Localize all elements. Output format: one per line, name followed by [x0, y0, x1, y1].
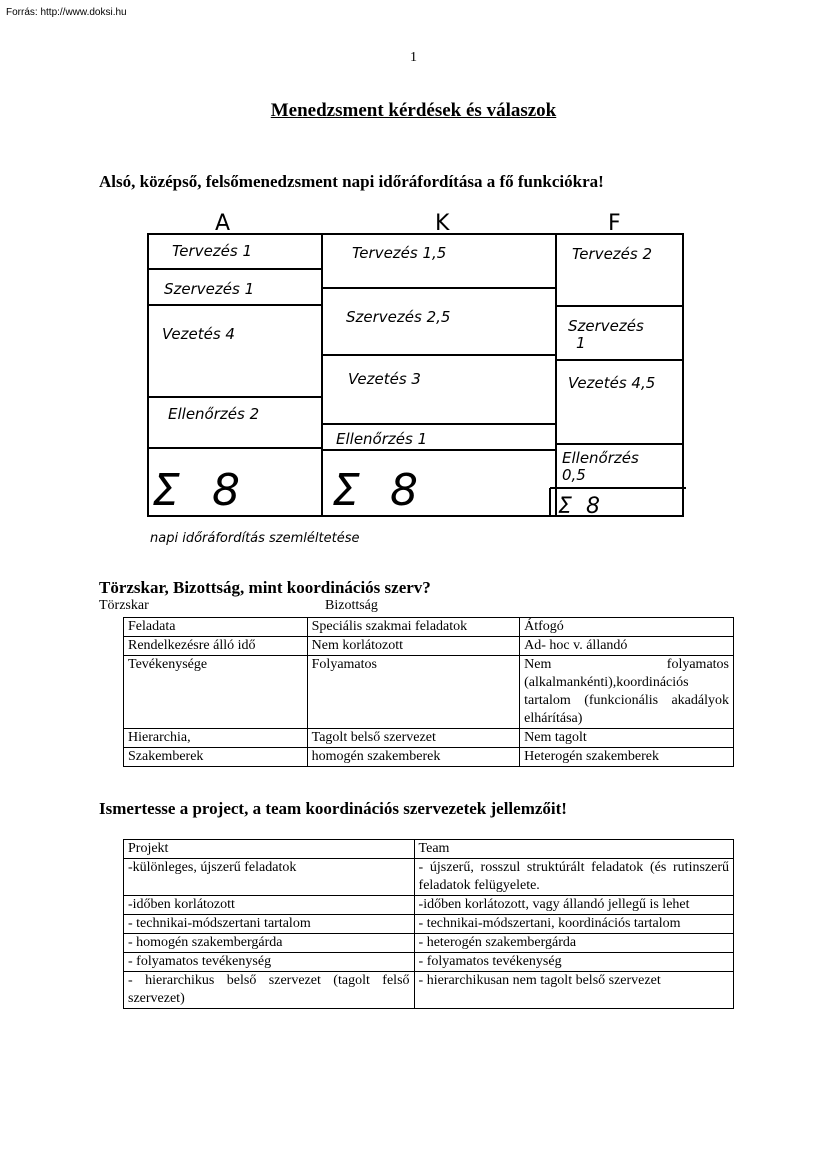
table-cell: - folyamatos tevékenység [124, 953, 415, 972]
table-row [124, 656, 734, 729]
cell-k-4: Ellenőrzés 1 [336, 430, 428, 448]
table-cell: Ad- hoc v. állandó [520, 637, 734, 656]
table-cell: homogén szakemberek [307, 748, 520, 767]
cell-f-4b: 0,5 [562, 466, 586, 484]
sum-k: 8 [390, 465, 418, 516]
page-number: 1 [410, 50, 417, 65]
table-cell: -különleges, újszerű feladatok [124, 859, 415, 896]
table-cell: -időben korlátozott [124, 896, 415, 915]
table-cell: -időben korlátozott, vagy állandó jellegű is lehet [414, 896, 733, 915]
sum-a: 8 [212, 465, 240, 516]
table-cell: - újszerű, rosszul struktúrált feladatok (és rutinszerű feladatok felügyelete. [414, 859, 733, 896]
cell-k-2: Szervezés 2,5 [346, 308, 451, 326]
table-cell: Szakemberek [124, 748, 308, 767]
table-cell: - hierarchikusan nem tagolt belső szervezet [414, 972, 733, 1009]
table-row [124, 729, 734, 748]
sigma-k: Σ [332, 465, 360, 516]
table-cell: Speciális szakmai feladatok [307, 618, 520, 637]
table-cell: Nem tagolt [520, 729, 734, 748]
section1-heading: Alsó, középső, felsőmenedzsment napi időráfordítása a fő funkciókra! [99, 172, 604, 191]
cell-k-1: Tervezés 1,5 [352, 244, 447, 262]
sum-f: 8 [586, 494, 600, 519]
table-row [124, 915, 734, 934]
table-cell: Hierarchia, [124, 729, 308, 748]
table-row [124, 748, 734, 767]
table-cell: Nem folyamatos (alkalmankénti),koordinációs tartalom (funkcionális akadályok elhárítása) [520, 656, 734, 729]
table-cell: - technikai-módszertani, koordinációs tartalom [414, 915, 733, 934]
cell-a-3: Vezetés 4 [162, 325, 235, 343]
cell-f-3: Vezetés 4,5 [568, 374, 656, 392]
table-row [124, 840, 734, 859]
column-header-f: F [608, 211, 621, 236]
table-cell: Projekt [124, 840, 415, 859]
cell-f-1: Tervezés 2 [572, 245, 653, 263]
sigma-a: Σ [152, 465, 180, 516]
section2-heading: Törzskar, Bizottság, mint koordinációs szerv? [99, 578, 431, 597]
table-cell: - homogén szakembergárda [124, 934, 415, 953]
column-header-k: K [435, 211, 450, 236]
committee-table [123, 617, 734, 767]
table-cell: - folyamatos tevékenység [414, 953, 733, 972]
table-cell: - hierarchikus belső szervezet (tagolt felső szervezet) [124, 972, 415, 1009]
cell-a-1: Tervezés 1 [172, 242, 253, 260]
table-cell: Rendelkezésre álló idő [124, 637, 308, 656]
cell-a-4: Ellenőrzés 2 [168, 405, 260, 423]
project-team-table [123, 839, 734, 1009]
table-row [124, 934, 734, 953]
table-cell: Tagolt belső szervezet [307, 729, 520, 748]
label-torzskar: Törzskar [99, 598, 149, 613]
table-row [124, 972, 734, 1009]
cell-a-2: Szervezés 1 [164, 280, 255, 298]
table-row [124, 618, 734, 637]
table-cell: Átfogó [520, 618, 734, 637]
label-bizottsag: Bizottság [325, 598, 378, 613]
cell-f-2b: 1 [576, 334, 586, 352]
table-cell: - technikai-módszertani tartalom [124, 915, 415, 934]
table-cell: Folyamatos [307, 656, 520, 729]
column-header-a: A [215, 211, 231, 236]
cell-k-3: Vezetés 3 [348, 370, 421, 388]
section3-heading: Ismertesse a project, a team koordinációs szervezetek jellemzőit! [99, 799, 567, 818]
time-allocation-diagram [140, 210, 690, 550]
cell-f-4: Ellenőrzés [562, 449, 639, 467]
table-row [124, 637, 734, 656]
page-title: Menedzsment kérdések és válaszok [270, 100, 557, 121]
table-cell: Heterogén szakemberek [520, 748, 734, 767]
table-cell: Nem korlátozott [307, 637, 520, 656]
diagram-caption: napi időráfordítás szemléltetése [150, 531, 360, 546]
source-url: Forrás: http://www.doksi.hu [6, 7, 127, 18]
table-cell: Feladata [124, 618, 308, 637]
table-cell: Tevékenysége [124, 656, 308, 729]
table-row [124, 896, 734, 915]
table-cell: Team [414, 840, 733, 859]
table-row [124, 859, 734, 896]
sigma-f: Σ [558, 494, 572, 519]
table-row [124, 953, 734, 972]
cell-f-2: Szervezés [568, 317, 644, 335]
table-cell: - heterogén szakembergárda [414, 934, 733, 953]
